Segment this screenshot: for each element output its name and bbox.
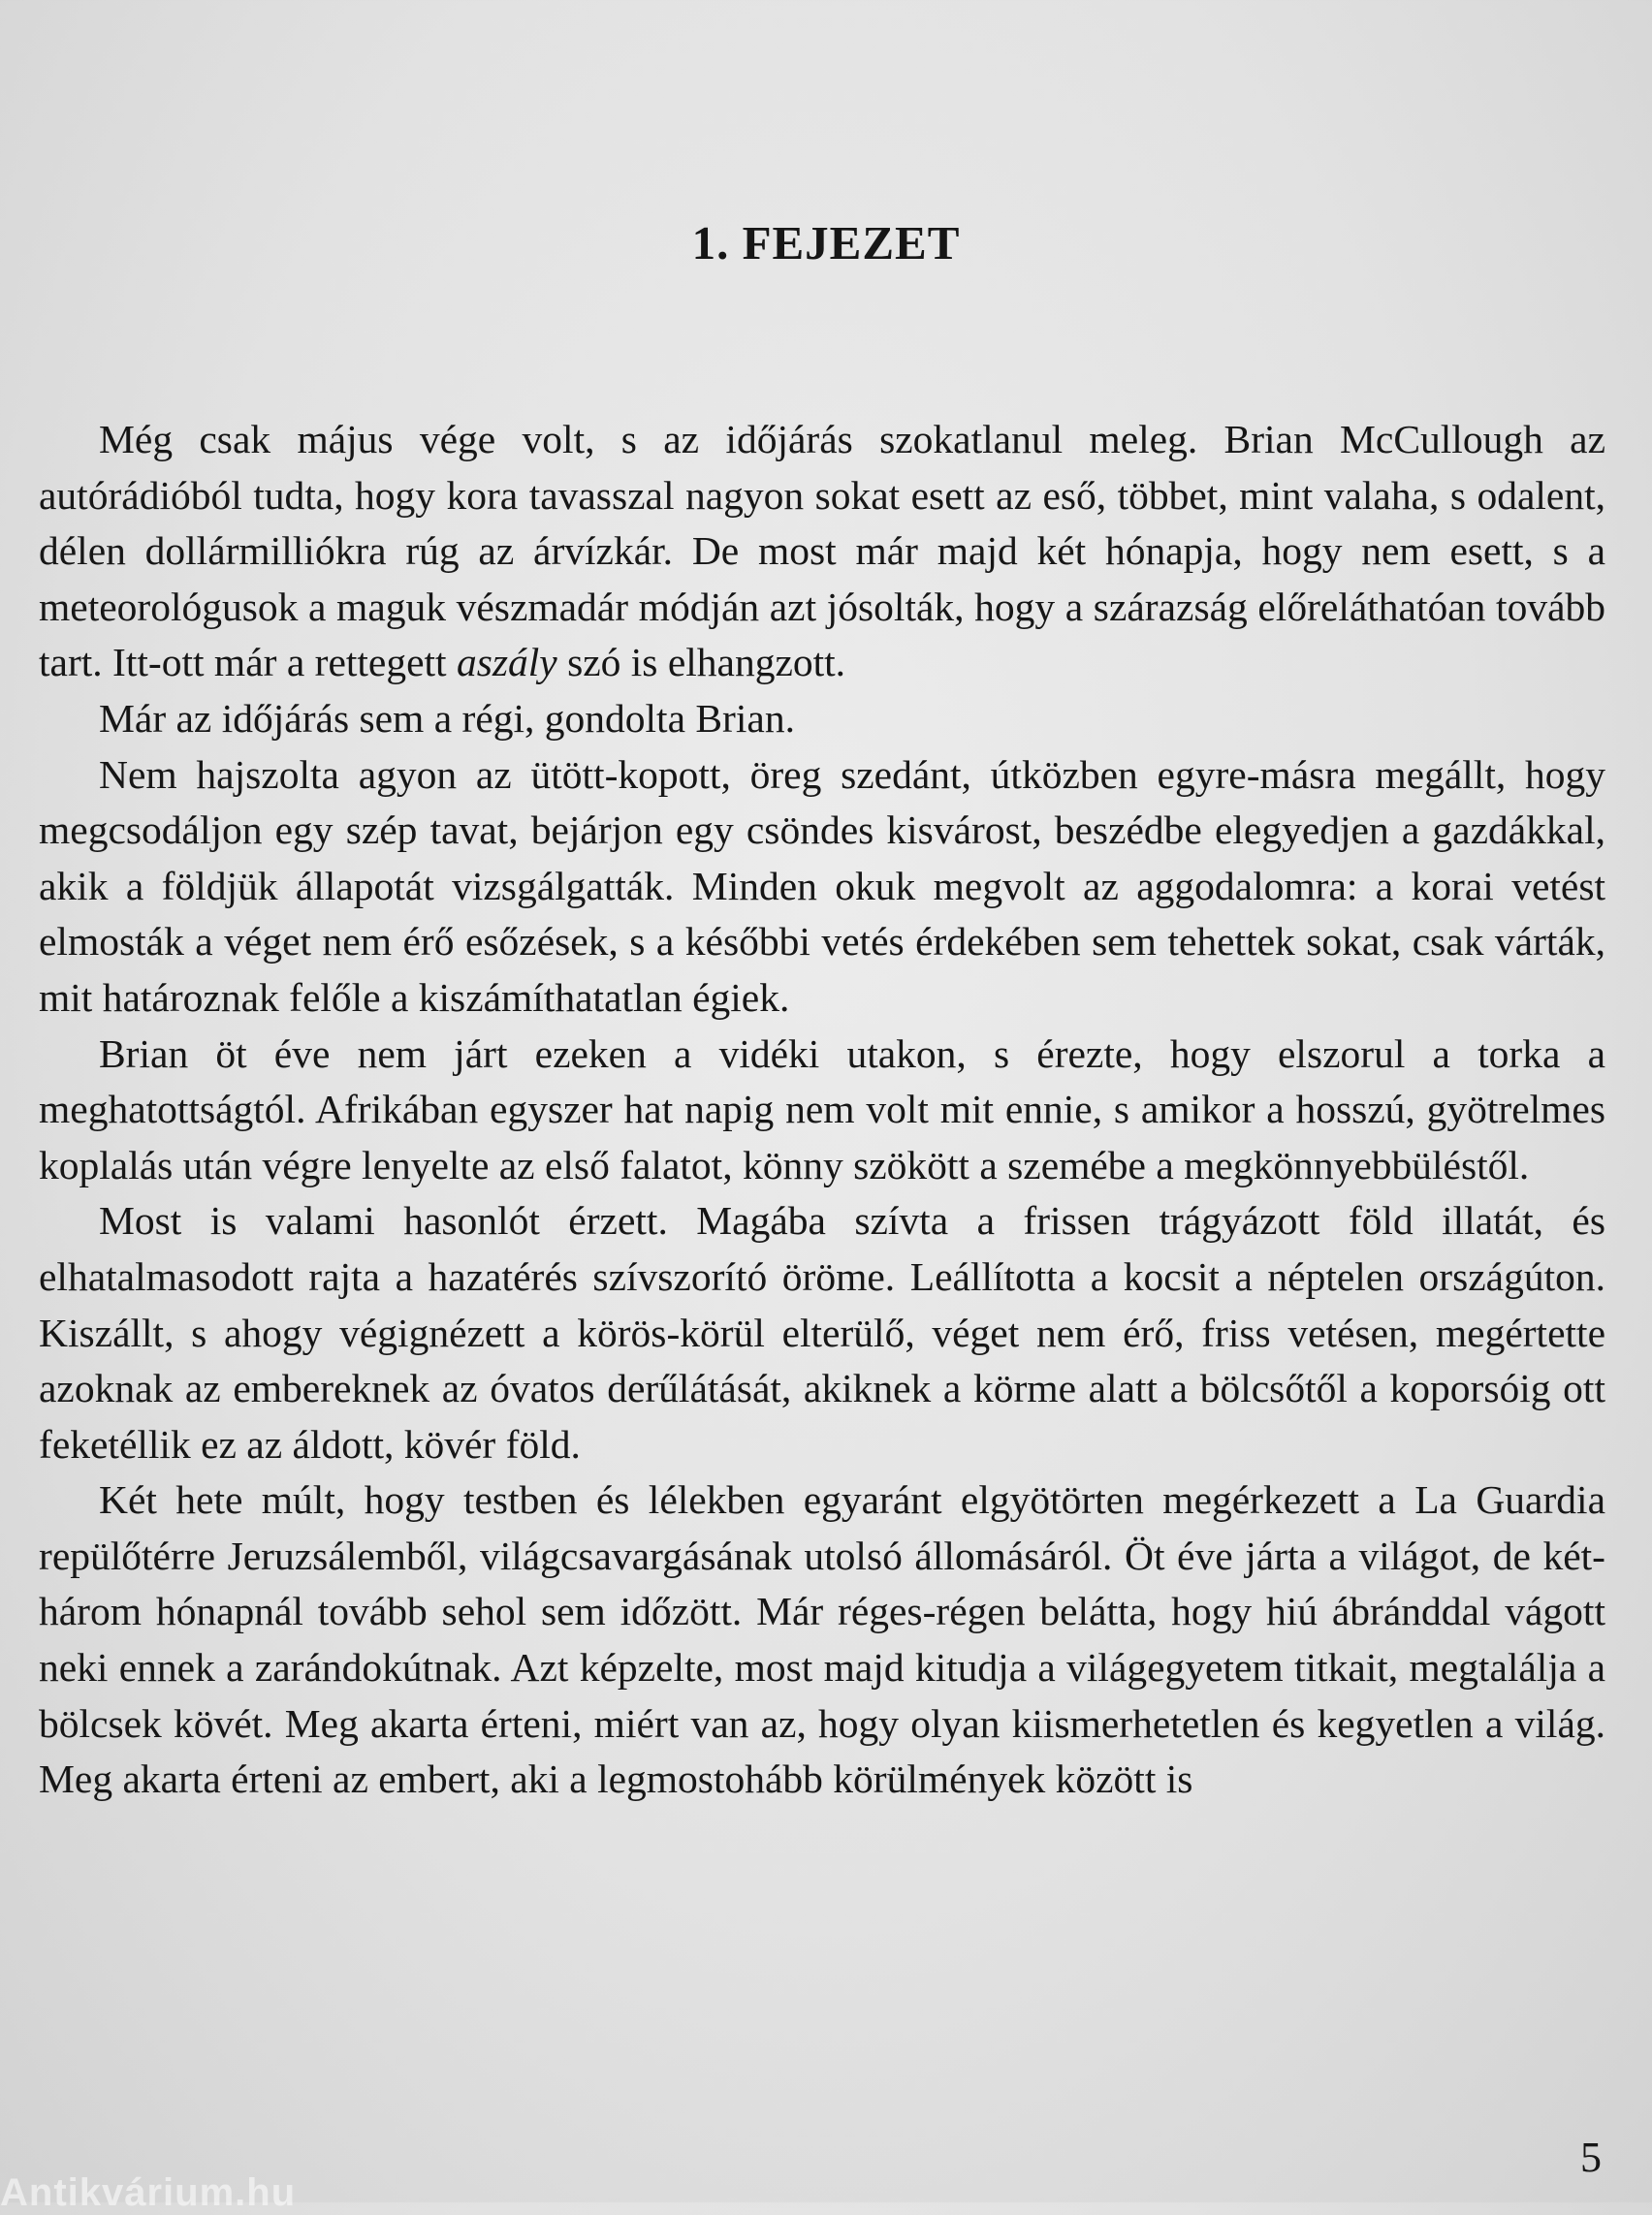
paragraph (39, 412, 1605, 691)
chapter-body (39, 412, 1605, 1808)
emphasized-word: aszály (456, 640, 557, 685)
paragraph: Most is valami hasonlót érzett. Magába szívta a frissen trágyázott föld illatát, és elhatalmasodott rajta a hazatérés szívszorító öröme. Leállította a kocsit a néptelen országúton. Kiszállt, s ahogy végignézett a körös-körül elterülő, véget nem érő, friss vetésen, megértette azoknak az embereknek az óvatos derűlátását, akiknek a körme alatt a bölcsőtől a koporsóig ott feketéllik ez az áldott, kövér föld. (39, 1198, 1605, 1467)
paragraph: Nem hajszolta agyon az ütött-kopott, öreg szedánt, útközben egyre-másra megállt, hogy megcsodáljon egy szép tavat, bejárjon egy csöndes kisvárost, beszédbe elegyedjen a gazdákkal, akik a földjük állapotát vizsgálgatták. Minden okuk megvolt az aggodalomra: a korai vetést elmosták a véget nem érő esőzések, s a későbbi vetés érdekében sem tehettek sokat, csak várták, mit határoznak felőle a kiszámíthatatlan égiek. (39, 751, 1605, 1020)
page-number: 5 (1580, 2134, 1602, 2181)
paragraph: Két hete múlt, hogy testben és lélekben egyaránt elgyötörten megérkezett a La Guardia repülőtérre Jeruzsálemből, világcsavargásának utolsó állomásáról. Öt éve járta a világot, de két-három hónapnál tovább sehol sem időzött. Már réges-régen belátta, hogy hiú ábránddal vágott neki ennek a zarándokútnak. Azt képzelte, most majd kitudja a világegyetem titkait, megtalálja a bölcsek kövét. Meg akarta érteni, miért van az, hogy olyan kiismerhetetlen és kegyetlen a világ. Meg akarta érteni az embert, aki a legmostohább körülmények között is (39, 1477, 1605, 1802)
paragraph: Brian öt éve nem járt ezeken a vidéki utakon, s érezte, hogy elszorul a torka a meghatottságtól. Afrikában egyszer hat napig nem volt mit ennie, s amikor a hosszú, gyötrelmes koplalás után végre lenyelte az első falatot, könny szökött a szemébe a megkönnyebbüléstől. (39, 1030, 1605, 1187)
paragraph: Már az időjárás sem a régi, gondolta Brian. (99, 695, 795, 741)
chapter-title: 1. FEJEZET (691, 216, 961, 269)
paragraph-text-before: Még csak május vége volt, s az időjárás szokatlanul meleg. Brian McCullough az autórádióból tudta, hogy kora tavasszal nagyon sokat esett az eső, többet, mint valaha, s odalent, délen dollármilliókra rúg az árvízkár. De most már majd két hónapja, hogy nem esett, s a meteorológusok a maguk vészmadár módján azt jósolták, hogy a szárazság előreláthatóan tovább tart. Itt-ott már a rettegett (39, 417, 1605, 685)
watermark: Antikvárium.hu (0, 2171, 297, 2214)
paragraph-text-after: szó is elhangzott. (556, 640, 846, 685)
